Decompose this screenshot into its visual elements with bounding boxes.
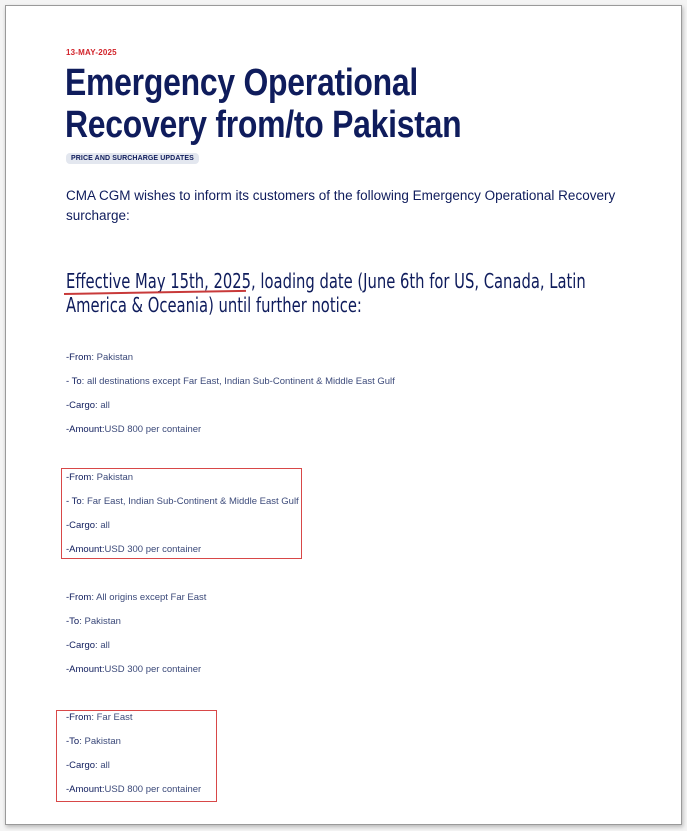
- to-value: : Pakistan: [79, 736, 121, 747]
- from-label: -From: [66, 472, 92, 483]
- cargo-label: -Cargo: [66, 760, 96, 771]
- group-2-to: [66, 496, 299, 508]
- group-3-amount: [66, 664, 201, 676]
- group-4-to: [66, 736, 121, 748]
- amount-value: USD 300 per container: [104, 664, 202, 675]
- from-label: -From: [66, 352, 92, 363]
- amount-label: -Amount:: [66, 544, 105, 555]
- cargo-value: : all: [95, 760, 110, 771]
- page-title: Emergency Operational Recovery from/to Pakistan: [65, 62, 462, 146]
- amount-label: -Amount:: [66, 424, 105, 435]
- from-label: -From: [66, 712, 92, 723]
- to-label: - To: [66, 376, 82, 387]
- publication-date: 13-MAY-2025: [66, 48, 117, 57]
- group-4-from: [66, 712, 133, 724]
- cargo-label: -Cargo: [66, 640, 96, 651]
- group-1-from: [66, 352, 133, 364]
- category-tag[interactable]: PRICE AND SURCHARGE UPDATES: [66, 153, 199, 164]
- cargo-value: : all: [95, 520, 110, 531]
- to-value: : all destinations except Far East, Indian Sub-Continent & Middle East Gulf: [81, 376, 395, 387]
- cargo-label: -Cargo: [66, 400, 96, 411]
- amount-value: USD 800 per container: [104, 424, 202, 435]
- from-value: : Pakistan: [91, 352, 134, 363]
- group-2-cargo: [66, 520, 110, 532]
- group-1-amount: [66, 424, 201, 436]
- amount-value: USD 800 per container: [104, 784, 202, 795]
- effective-heading: Effective May 15th, 2025, loading date (June 6th for US, Canada, Latin America & Oceania) until further notice:: [66, 269, 586, 317]
- amount-value: USD 300 per container: [104, 544, 202, 555]
- group-1-to: [66, 376, 395, 388]
- from-value: : Far East: [91, 712, 133, 723]
- from-label: -From: [66, 592, 92, 603]
- group-1-cargo: [66, 400, 110, 412]
- from-value: : Pakistan: [91, 472, 134, 483]
- group-3-from: [66, 592, 206, 604]
- cargo-label: -Cargo: [66, 520, 96, 531]
- amount-label: -Amount:: [66, 664, 105, 675]
- document-page: [5, 5, 682, 825]
- group-4-cargo: [66, 760, 110, 772]
- to-value: : Far East, Indian Sub-Continent & Middle East Gulf: [81, 496, 299, 507]
- group-2-amount: [66, 544, 201, 556]
- from-value: : All origins except Far East: [91, 592, 207, 603]
- to-label: -To: [66, 616, 80, 627]
- to-label: - To: [66, 496, 82, 507]
- group-4-amount: [66, 784, 201, 796]
- cargo-value: : all: [95, 640, 110, 651]
- to-label: -To: [66, 736, 80, 747]
- cargo-value: : all: [95, 400, 110, 411]
- group-3-to: [66, 616, 121, 628]
- group-2-from: [66, 472, 133, 484]
- amount-label: -Amount:: [66, 784, 105, 795]
- intro-paragraph: CMA CGM wishes to inform its customers of the following Emergency Operational Recovery surcharge:: [66, 188, 616, 223]
- group-3-cargo: [66, 640, 110, 652]
- to-value: : Pakistan: [79, 616, 121, 627]
